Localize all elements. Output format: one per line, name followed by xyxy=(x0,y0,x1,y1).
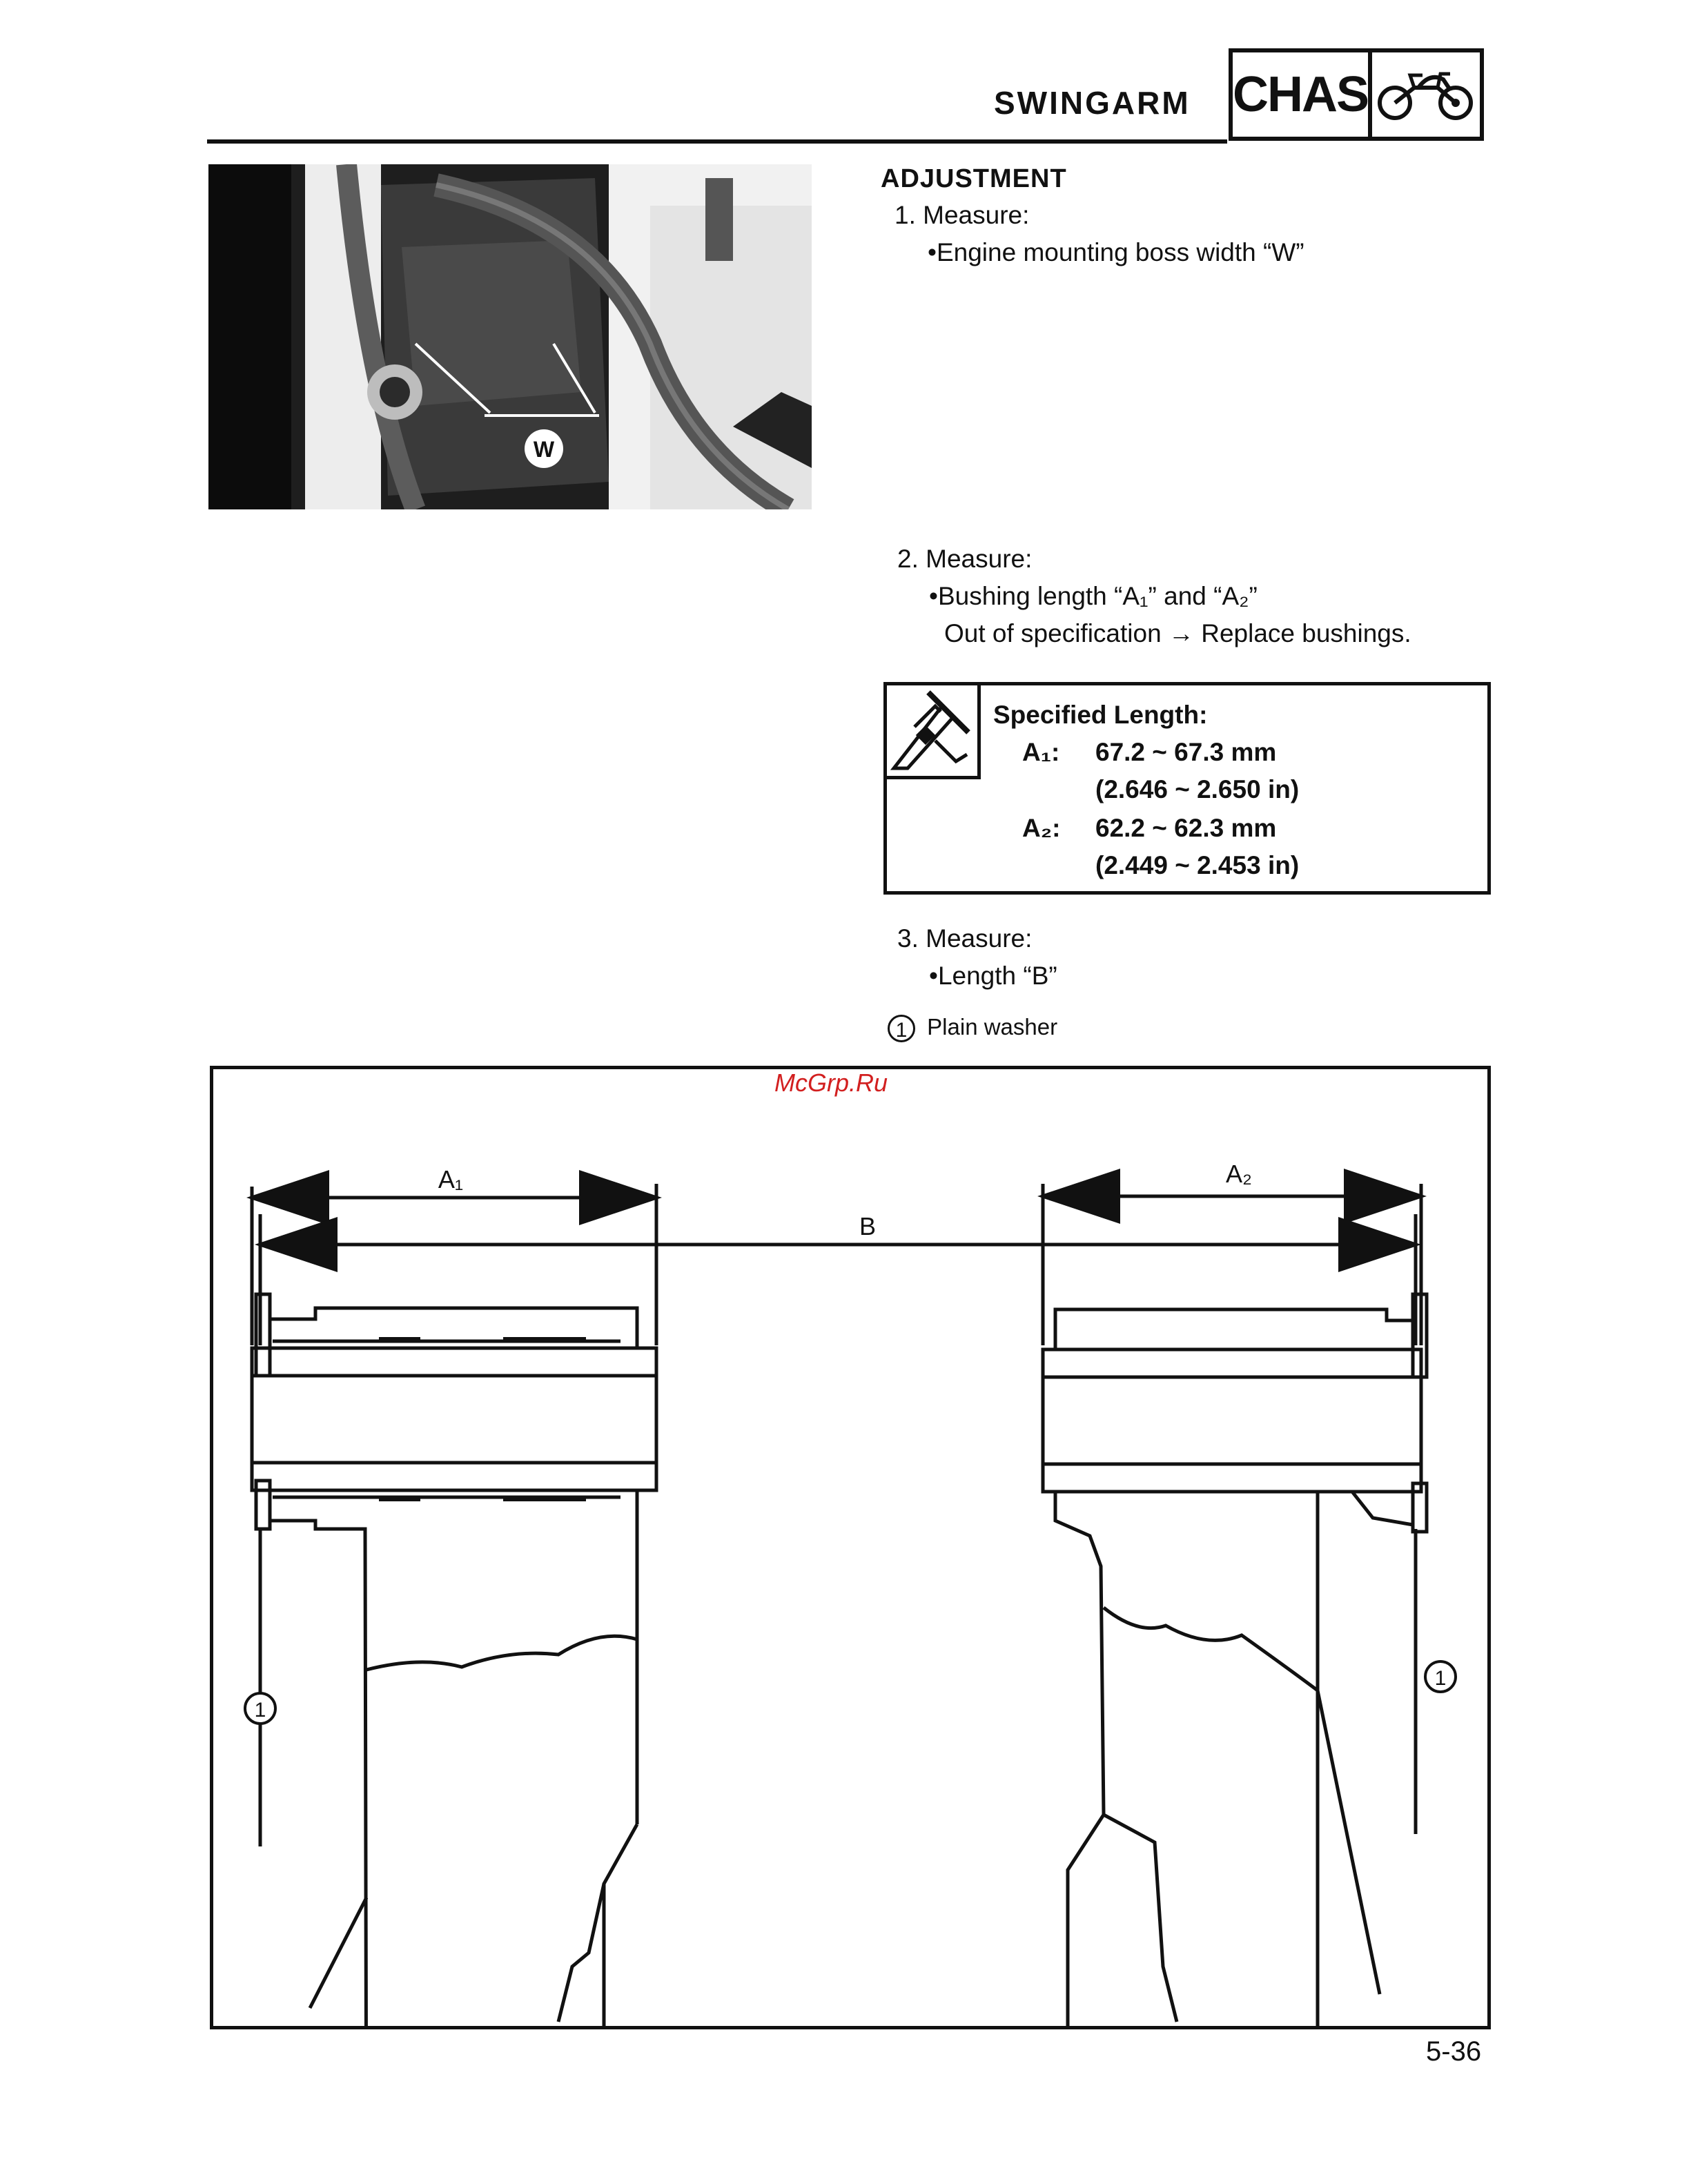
motorcycle-icon xyxy=(1372,52,1480,137)
header-rule xyxy=(207,139,1227,144)
caliper-icon xyxy=(887,685,981,779)
callout-left-plain-washer xyxy=(245,1693,275,1724)
step2-label: 2. Measure: xyxy=(897,545,1033,573)
step3-label: 3. Measure: xyxy=(897,924,1033,953)
chapter-code: CHAS xyxy=(1233,52,1372,137)
label-a1: A₁ xyxy=(438,1165,464,1193)
spec-a1-mm: 67.2 ~ 67.3 mm xyxy=(1095,738,1277,766)
legend-number: 1 xyxy=(888,1015,915,1042)
callout-left-number: 1 xyxy=(254,1699,266,1722)
adjustment-heading: ADJUSTMENT xyxy=(881,164,1067,193)
spec-title: Specified Length: xyxy=(993,701,1208,729)
photo-label-w: W xyxy=(533,437,555,462)
step3-item: •Length “B” xyxy=(929,962,1057,990)
legend-plain-washer xyxy=(888,1013,1057,1042)
step1-label: 1. Measure: xyxy=(895,201,1030,229)
callout-right-plain-washer xyxy=(1425,1661,1456,1692)
step2-item: •Bushing length “A₁” and “A₂” xyxy=(929,582,1258,610)
spec-a1-in: (2.646 ~ 2.650 in) xyxy=(1095,775,1300,803)
callout-right-number: 1 xyxy=(1434,1667,1447,1690)
step1-item: •Engine mounting boss width “W” xyxy=(928,238,1304,266)
watermark: McGrp.Ru xyxy=(774,1069,888,1097)
chapter-tab xyxy=(1229,48,1484,141)
page-number: 5-36 xyxy=(1426,2036,1482,2067)
label-b: B xyxy=(859,1212,877,1240)
label-a2: A₂ xyxy=(1226,1160,1252,1188)
bushing-diagram xyxy=(210,1066,1491,2029)
legend-text: Plain washer xyxy=(927,1014,1058,1040)
section-title: SWINGARM xyxy=(994,85,1191,121)
spec-a2-in: (2.449 ~ 2.453 in) xyxy=(1095,851,1300,879)
spec-a1-label: A₁: xyxy=(1022,738,1060,766)
spec-a2-label: A₂: xyxy=(1022,814,1061,842)
engine-photo xyxy=(208,164,812,509)
spec-a2-mm: 62.2 ~ 62.3 mm xyxy=(1095,814,1277,842)
step2-note: Out of specification → Replace bushings. xyxy=(944,619,1411,647)
spec-box xyxy=(883,682,1491,895)
